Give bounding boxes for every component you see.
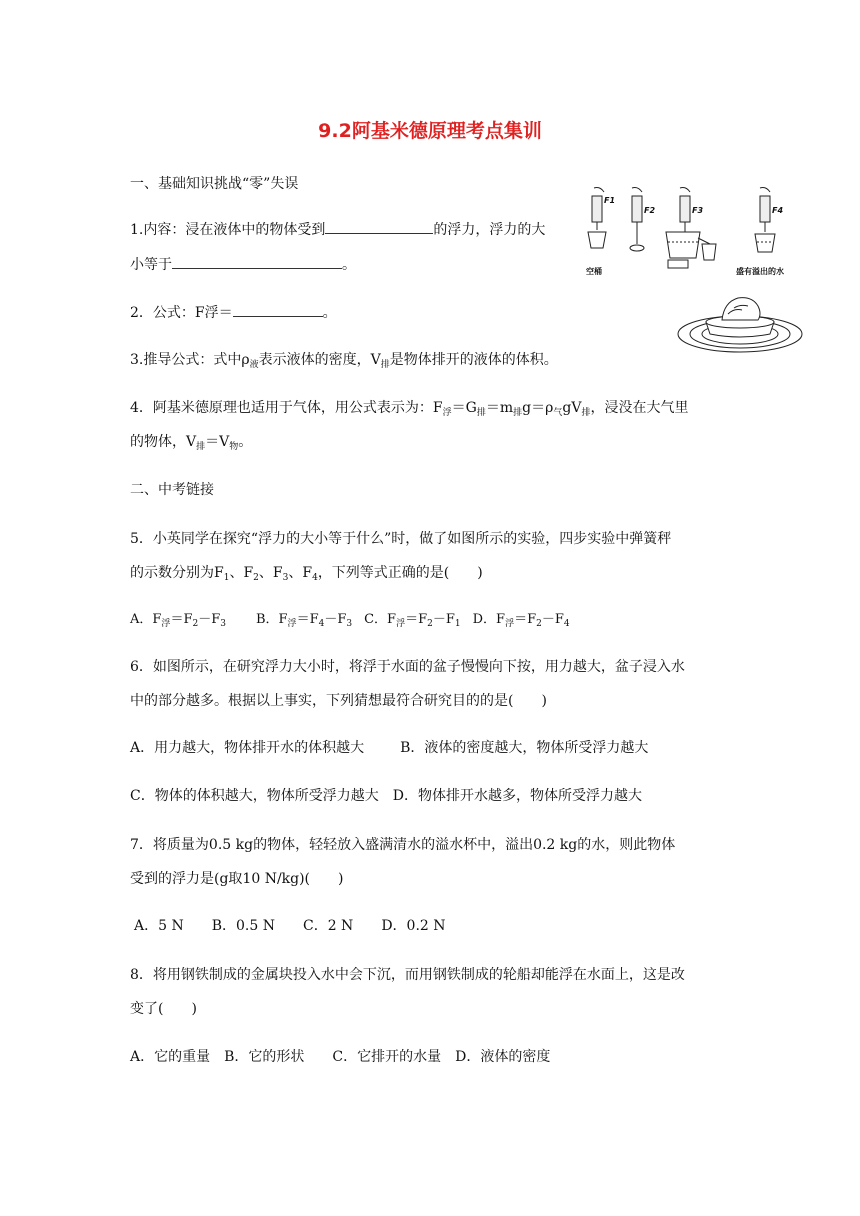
option-a: A．5 N: [134, 918, 184, 934]
spring-scale-experiment-figure: [578, 186, 808, 280]
question-5-options: [130, 610, 570, 634]
option-c: C．2 N: [302, 918, 354, 934]
question-6-options-cd: [130, 786, 642, 806]
option-b: B．$F_浮=F_4-F_3$: [255, 612, 353, 629]
option-a: A．$F_浮=F_2-F_3$: [130, 612, 226, 629]
option-a: A．用力越大，物体排开水的体积越大: [130, 740, 365, 756]
section-heading-2: 二、中考链接: [130, 482, 214, 498]
question-4-line-1: 4．阿基米德原理也适用于气体，用公式表示为：$F_浮=G_排=m_排g=\rho_气gV_排$，浸没在大气里: [130, 400, 689, 418]
option-c: C．它排开的水量: [332, 1049, 442, 1065]
page-title: 9.2阿基米德原理考点集训: [318, 120, 542, 142]
overflow-water-caption: 盛有溢出的水: [736, 267, 784, 276]
option-b: B．0.5 N: [211, 918, 275, 934]
question-1-line-2: 小等于 。: [130, 254, 356, 275]
question-4-line-2: 的物体，$V_排=V_物$。: [130, 434, 253, 452]
question-6-line-1: 6．如图所示，在研究浮力大小时，将浮于水面的盆子慢慢向下按，用力越大，盆子浸入水: [130, 659, 685, 675]
option-b: B．液体的密度越大，物体所受浮力越大: [400, 740, 649, 756]
empty-bucket-caption: 空桶: [586, 267, 602, 276]
question-6-options-ab: [130, 738, 648, 758]
f2-label: F2: [644, 206, 656, 215]
question-5-line-1: 5．小英同学在探究“浮力的大小等于什么”时，做了如图所示的实验，四步实验中弹簧秤: [130, 531, 672, 547]
option-d: D．$F_浮=F_2-F_4$: [472, 612, 570, 629]
f3-label: F3: [692, 206, 704, 215]
question-7-line-2: 受到的浮力是(g取10 N/kg)( ): [130, 871, 344, 887]
question-5-line-2: 的示数分别为$F_1$、$F_2$、$F_3$、$F_4$，下列等式正确的是( ): [130, 565, 483, 583]
option-a: A．它的重量: [130, 1049, 211, 1065]
option-c: C．$F_浮=F_2-F_1$: [364, 612, 461, 629]
question-2: 2．公式：F浮＝ 。: [130, 302, 337, 323]
question-6-line-2: 中的部分越多。根据以上事实，下列猜想最符合研究目的的是( ): [130, 693, 547, 709]
question-7-line-1: 7．将质量为0.5 kg的物体，轻轻放入盛满清水的溢水杯中，溢出0.2 kg的水，则此物体: [130, 837, 676, 853]
question-7-options: [134, 916, 446, 936]
option-b: B．它的形状: [224, 1049, 305, 1065]
basin-pressing-figure: [676, 292, 808, 356]
question-8-options: [130, 1047, 550, 1067]
option-d: D．0.2 N: [381, 918, 446, 934]
f1-label: F1: [604, 196, 616, 205]
option-c: C．物体的体积越大，物体所受浮力越大: [130, 788, 379, 804]
option-d: D．物体排开水越多，物体所受浮力越大: [392, 788, 642, 804]
option-d: D．液体的密度: [455, 1049, 551, 1065]
question-8-line-1: 8．将用钢铁制成的金属块投入水中会下沉，而用钢铁制成的轮船却能浮在水面上，这是改: [130, 967, 685, 983]
question-3: 3.推导公式：式中$\rho_液$表示液体的密度，$V_排$是物体排开的液体的体积。: [130, 352, 558, 370]
question-8-line-2: 变了( ): [130, 1001, 197, 1017]
f4-label: F4: [772, 206, 784, 215]
section-heading-1: 一、基础知识挑战“零”失误: [130, 176, 299, 192]
basin-water-diagram: [676, 292, 808, 356]
question-1-line-1: 1.内容：浸在液体中的物体受到 的浮力，浮力的大: [130, 219, 545, 240]
